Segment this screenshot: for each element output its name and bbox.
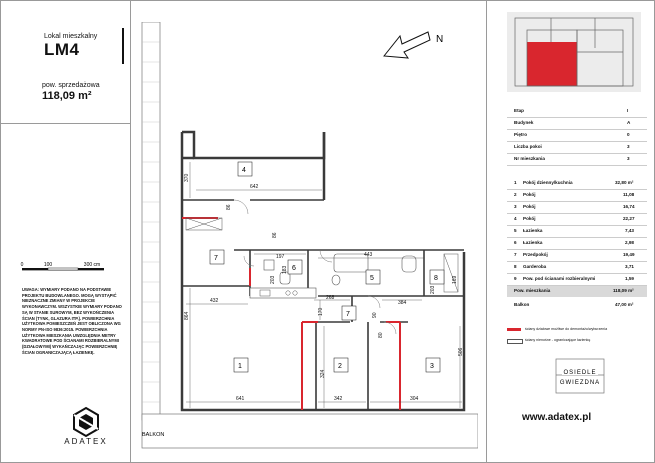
osiedle-line2: GWIEZDNA: [559, 380, 601, 386]
balcony-label: BALKON: [142, 432, 165, 438]
dim-169: 169: [452, 275, 458, 284]
total-value: 118,09 m²: [613, 288, 634, 293]
floor-plan: [138, 22, 478, 454]
brand-name: ADATEX: [64, 437, 108, 446]
room-name: Garderoba: [523, 264, 547, 269]
info-value: 0: [627, 132, 630, 137]
room-row: [507, 262, 647, 274]
info-label: Liczba pokoi: [514, 144, 542, 149]
divider-header: [0, 123, 130, 124]
room-row: [507, 178, 647, 190]
info-value: 3: [627, 156, 630, 161]
room-area: 19,49: [623, 252, 635, 257]
area-value: 118,09 m²: [42, 90, 92, 102]
dim-443: 443: [364, 252, 373, 258]
room-no: 5: [514, 228, 517, 233]
info-value: 3: [627, 144, 630, 149]
room-name: Pow. pod ścianami rozbieralnymi: [523, 276, 596, 281]
room-no: 7: [514, 252, 517, 257]
dim-203s: 203: [270, 275, 276, 284]
area-label: pow. sprzedażowa: [42, 82, 100, 89]
dim-86b: 86: [272, 232, 278, 238]
title-bar: [122, 28, 124, 64]
dim-203: 203: [430, 285, 436, 294]
dim-342: 342: [334, 396, 343, 402]
compass-label: N: [436, 34, 444, 45]
info-value: A: [627, 120, 631, 125]
osiedle-line1: OSIEDLE: [563, 370, 597, 376]
osiedle-logo: [550, 355, 610, 397]
legend-demolish: ściany działowe możliwe do demontażu/wyburzenia: [525, 327, 608, 331]
website-link[interactable]: www.adatex.pl: [522, 412, 592, 423]
room-area: 11,08: [623, 192, 635, 197]
divider-right: [486, 0, 487, 463]
info-label: Piętro: [514, 132, 528, 137]
unit-type: Lokal mieszkalny: [44, 33, 98, 40]
dim-197: 197: [276, 254, 285, 260]
legend-bathroom: ściany nienośne - ograniczające łazienkę: [525, 338, 591, 342]
dim-304: 304: [410, 396, 419, 402]
room-7-label: 7: [214, 255, 218, 262]
info-row-pietro: [507, 130, 647, 142]
legend-swatch-red: [507, 328, 521, 331]
dim-90: 90: [372, 312, 378, 318]
balcony-value: 47,00 m²: [615, 302, 634, 307]
room-name: Pokój: [523, 216, 536, 221]
room-row: [507, 202, 647, 214]
info-label: Budynek: [514, 120, 534, 125]
room-no: 4: [514, 216, 517, 221]
room-row: [507, 250, 647, 262]
room-no: 8: [514, 264, 517, 269]
total-label: Pow. mieszkania: [514, 288, 551, 293]
info-row-budynek: [507, 118, 647, 130]
disclaimer-note: UWAGA: WYMIARY PODANO NA PODSTAWIE PROJEKTU BUDOWLANEGO. MOGĄ WYSTĄPIĆ NIEZNACZNE ZMIANY W PROJEKCIE WYKONAWCZYM. WSZYSTKIE WYMIARY PODANO SĄ W STANIE SUROWYM, BEZ WYKOŃCZENIA ŚCIAN (TYNK, GLAZURA ITP.). POWIERZCHNIA UŻYTKOWA POMIESZCZEŃ JEST OBLICZONA WG NORMY PN-ISO 9836:2015. POWIERZCHNIA UŻYTKOWA MIESZKANIA UWZGLĘDNIA METRY KWADRATOWE POD ŚCIANAMI ROZBIERALNYMI (DZIAŁOWYMI) WYKAŃCZAJĄC POWIERZCHNIĘ ŚCIAN OGRANICZAJĄCĄ ŁAZIENKĘ.: [22, 287, 122, 355]
info-row-nr: [507, 154, 647, 166]
scale-tick-0: 0: [20, 262, 24, 268]
room-4-label: 4: [242, 167, 246, 174]
room-area: 1,59: [625, 276, 634, 281]
scale-bar: [12, 262, 112, 284]
unit-code: LM4: [44, 40, 80, 59]
room-name: Przedpokój: [523, 252, 548, 257]
dim-80: 80: [378, 332, 384, 338]
room-3-label: 3: [430, 363, 434, 370]
room-no: 3: [514, 204, 517, 209]
room-area: 22,27: [623, 216, 635, 221]
room-7b-label: 7: [346, 311, 350, 318]
room-6-label: 6: [292, 265, 296, 272]
room-8-label: 8: [434, 275, 438, 282]
room-row: [507, 274, 647, 286]
room-row: [507, 190, 647, 202]
dim-324: 324: [320, 369, 326, 378]
info-label: Nr mieszkania: [514, 156, 545, 161]
divider-left: [130, 0, 131, 463]
room-5-label: 5: [370, 275, 374, 282]
dim-506: 506: [458, 347, 464, 356]
room-no: 9: [514, 276, 517, 281]
room-name: Łazienka: [523, 240, 543, 245]
dim-864: 864: [184, 311, 190, 320]
dim-370: 370: [184, 173, 190, 182]
room-2-label: 2: [338, 363, 342, 370]
info-label: Etap: [514, 108, 524, 113]
room-area: 3,71: [625, 264, 634, 269]
info-value: I: [627, 108, 629, 113]
room-no: 6: [514, 240, 517, 245]
key-plan: [507, 12, 641, 92]
dim-183: 183: [282, 265, 288, 274]
dim-642: 642: [250, 184, 259, 190]
room-name: Pokój: [523, 192, 536, 197]
dim-268: 268: [326, 295, 335, 301]
scale-tick-300: 300 cm: [83, 262, 101, 268]
info-row-pokoje: [507, 142, 647, 154]
total-row: [507, 286, 647, 297]
room-area: 2,98: [625, 240, 634, 245]
scale-tick-100: 100: [43, 262, 53, 268]
room-1-label: 1: [238, 363, 242, 370]
room-name: Łazienka: [523, 228, 543, 233]
balcony-label: Balkon: [514, 302, 530, 307]
legend-swatch-grey: [507, 339, 523, 344]
room-area: 7,43: [625, 228, 634, 233]
dim-432: 432: [210, 298, 219, 304]
room-name: Pokój dzienny/kuchnia: [523, 180, 573, 185]
room-no: 1: [514, 180, 517, 185]
room-area: 16,74: [623, 204, 635, 209]
room-no: 2: [514, 192, 517, 197]
dim-384: 384: [398, 300, 407, 306]
room-area: 32,80 m²: [615, 180, 634, 185]
room-row: [507, 214, 647, 226]
dim-170: 170: [318, 307, 324, 316]
room-row: [507, 226, 647, 238]
dim-86a: 86: [226, 204, 232, 210]
room-name: Pokój: [523, 204, 536, 209]
balcony-row: [507, 300, 647, 311]
dim-641: 641: [236, 396, 245, 402]
room-row: [507, 238, 647, 250]
info-row-etap: [507, 106, 647, 118]
